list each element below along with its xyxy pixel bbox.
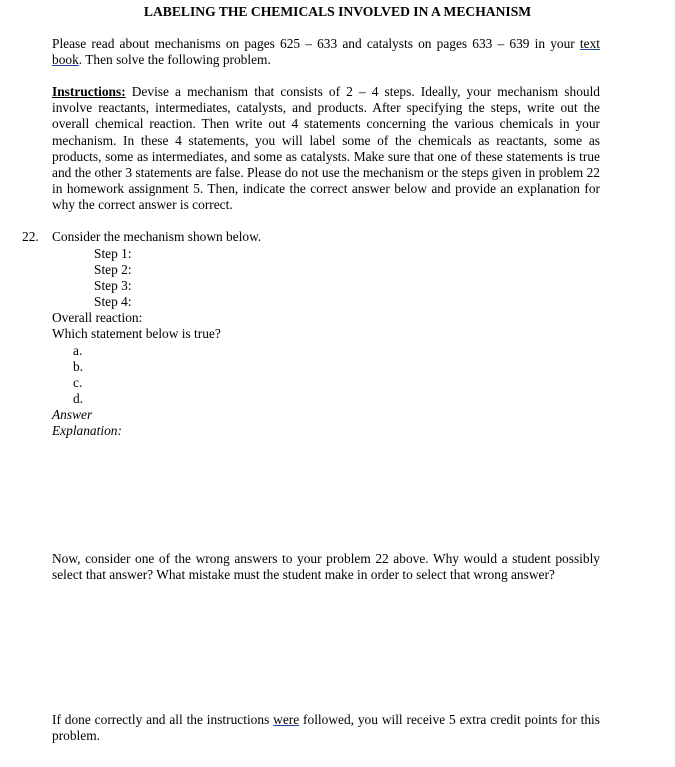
overall-reaction-label: Overall reaction: — [52, 310, 143, 325]
explanation-label: Explanation: — [52, 423, 122, 438]
option-d: d. — [73, 391, 84, 406]
page-title: LABELING THE CHEMICALS INVOLVED IN A MECHANISM — [143, 4, 532, 19]
option-c: c. — [73, 375, 83, 390]
step-3-label: Step 3: — [94, 278, 132, 293]
instructions-paragraph — [52, 84, 600, 214]
intro-text: Please read about mechanisms on pages 625 – 633 and catalysts on pages 633 – 639 in your — [52, 36, 580, 51]
option-a: a. — [73, 343, 83, 358]
credit-text-end: followed, you will receive 5 extra credit points for this problem. — [52, 712, 600, 744]
which-statement-prompt: Which statement below is true? — [52, 326, 221, 341]
instructions-label: Instructions: — [52, 84, 126, 99]
step-2-label: Step 2: — [94, 262, 132, 277]
step-4-label: Step 4: — [94, 294, 132, 309]
option-b: b. — [73, 359, 84, 374]
intro-text-end: . Then solve the following problem. — [78, 52, 271, 68]
credit-text: If done correctly and all the instructions — [52, 712, 274, 727]
step-1-label: Step 1: — [94, 246, 132, 261]
instructions-body: Devise a mechanism that consists of 2 – 4 steps. Ideally, your mechanism should involve reactants, intermediates, catalysts, and products. After specifying the steps, write out the overall chemical reaction. Then write out 4 statements concerning the various chemicals in your mechanism. In these 4 statements, you will label some of the chemicals as reactants, some as products, some as intermediates, and some as catalysts. Make sure that one of these statements is true and the other 3 statements are false. Please do not use the mechanism or the steps given in problem 22 in homework assignment 5. Then, indicate the correct answer below and provide an explanation for why the correct answer is correct. — [52, 84, 600, 213]
answer-label: Answer — [52, 407, 93, 422]
followup-paragraph: Now, consider one of the wrong answers to your problem 22 above. Why would a student possibly select that answer? What mistake must the student make in order to select that wrong answer? — [52, 551, 600, 583]
credit-underlined-word: were — [273, 712, 300, 727]
question-number: 22. — [22, 229, 39, 244]
question-prompt: Consider the mechanism shown below. — [52, 229, 262, 244]
textbook-link[interactable]: text book — [52, 36, 600, 68]
credit-paragraph — [52, 712, 600, 744]
intro-paragraph — [52, 36, 600, 68]
